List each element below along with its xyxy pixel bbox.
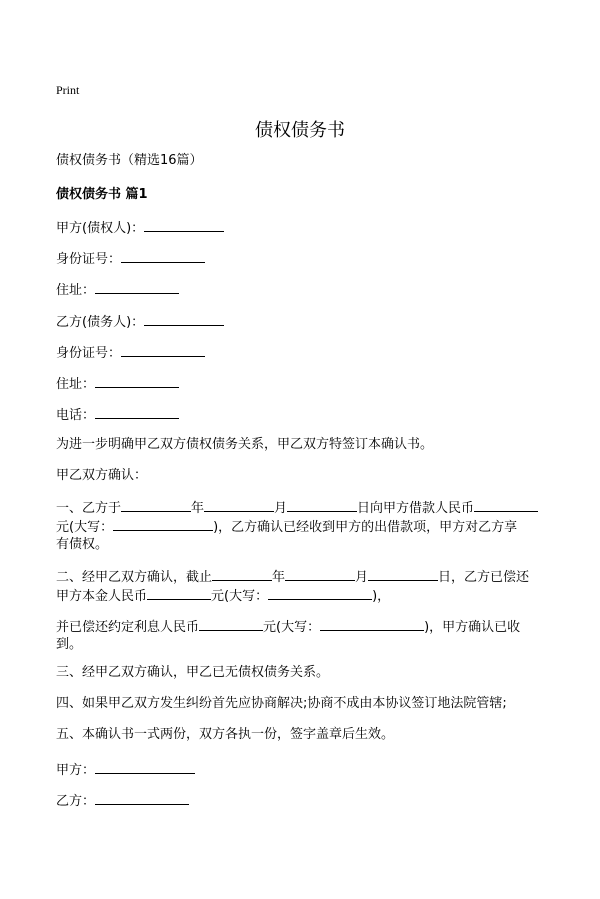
sign-a-label: 甲方： [56,763,96,778]
intro-paragraph: 为进一步明确甲乙双方债权债务关系，甲乙双方特签订本确认书。 [56,437,434,452]
clause2-text-3: 甲方本金人民币 [56,589,148,604]
party-b-label: 乙方(债务人)： [56,315,145,330]
clause2b-capital-blank [320,617,424,631]
clause2-text-2: 日，乙方已偿还 [438,570,530,585]
id-line-b [56,343,205,362]
confirm-heading: 甲乙双方确认： [56,468,148,483]
sign-b-label: 乙方： [56,794,96,809]
clause1-year-blank [121,498,191,512]
clause2-text-4: 元(大写： [211,589,269,604]
clause2b-line2: 到。 [56,637,83,652]
address-blank-a [95,280,179,294]
clause2b-text-3: )，甲方确认已收 [424,620,521,635]
id-blank-b [121,343,205,357]
clause2-day-blank [368,567,438,581]
phone-blank [95,405,179,419]
party-b-blank [144,312,224,326]
party-a-line [56,218,224,237]
party-a-blank [144,218,224,232]
clause4: 四、如果甲乙双方发生纠纷首先应协商解决;协商不成由本协议签订地法院管辖; [56,696,507,711]
sign-a-line [56,760,195,779]
sign-b-line [56,791,189,810]
clause2-year-blank [212,567,272,581]
clause1-month-blank [204,498,274,512]
clause2b-text: 并已偿还约定利息人民币 [56,620,200,635]
id-line-a [56,249,205,268]
clause2b-text-2: 元(大写： [263,620,321,635]
clause1-line3: 有债权。 [56,537,109,552]
id-label-a: 身份证号： [56,252,122,267]
party-b-line [56,312,224,331]
document-subtitle: 债权债务书（精选16篇） [56,153,203,168]
clause2b-interest-blank [199,617,263,631]
page-title: 债权债务书 [255,120,345,141]
clause1-capital-blank [113,517,213,531]
address-line-b [56,374,179,393]
print-label[interactable]: Print [56,83,80,97]
clause1-line2 [56,517,517,536]
sign-b-blank [95,791,189,805]
clause1-text-3: 元(大写： [56,520,114,535]
clause2-year-label: 年 [272,570,286,585]
clause2-line2 [56,586,390,605]
clause1-text-2: 日向甲方借款人民币 [357,501,475,516]
clause2-line1 [56,567,529,586]
address-label-b: 住址： [56,377,96,392]
sign-a-blank [95,760,195,774]
party-a-label: 甲方(债权人)： [56,221,145,236]
clause1-line1 [56,498,538,517]
address-label-a: 住址： [56,283,96,298]
clause2-text: 二、经甲乙双方确认，截止 [56,570,213,585]
clause3: 三、经甲乙双方确认，甲乙已无债权债务关系。 [56,665,330,680]
clause2-month-blank [285,567,355,581]
clause5: 五、本确认书一式两份，双方各执一份，签字盖章后生效。 [56,727,395,742]
clause1-day-blank [287,498,357,512]
clause1-year-label: 年 [191,501,205,516]
clause2-text-5: )， [372,589,391,604]
section-heading: 债权债务书 篇1 [56,187,148,202]
address-line-a [56,280,179,299]
address-blank-b [95,374,179,388]
clause2-month-label: 月 [355,570,369,585]
clause2b-line1 [56,617,520,636]
phone-line [56,405,179,424]
clause1-month-label: 月 [274,501,288,516]
clause2-amount-blank [147,586,211,600]
clause1-amount-blank [474,498,538,512]
id-blank-a [121,249,205,263]
id-label-b: 身份证号： [56,346,122,361]
clause1-text-4: )，乙方确认已经收到甲方的出借款项，甲方对乙方享 [213,520,518,535]
clause2-capital-blank [268,586,372,600]
phone-label: 电话： [56,408,96,423]
clause1-text: 一、乙方于 [56,501,122,516]
